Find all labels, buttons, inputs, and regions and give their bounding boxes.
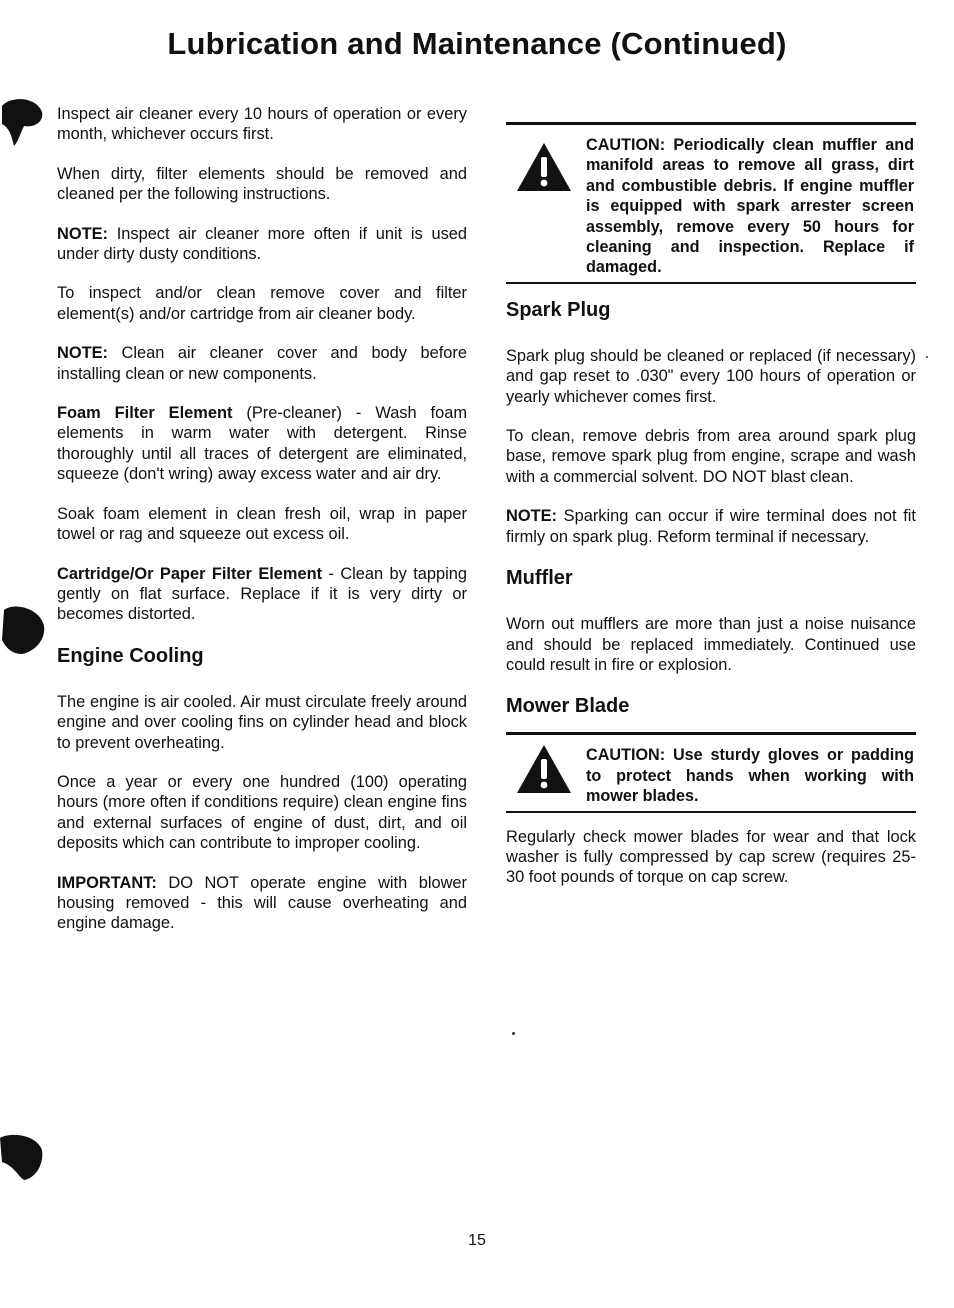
note-label: NOTE: [57,344,108,363]
note-paragraph [57,224,467,265]
mower-blade-heading: Mower Blade [506,695,630,718]
warning-triangle-icon [506,735,582,795]
caution-box-muffler [506,122,916,284]
paragraph: Worn out mufflers are more than just a noise nuisance and should be replaced immediately. Continued use could result in fire or explosion. [506,615,916,674]
caution-text: CAUTION: Use sturdy gloves or padding to protect hands when working with mower blades. [586,746,914,806]
paragraph: Spark plug should be cleaned or replaced (if necessary) and gap reset to .030" every 100 hours of operation or yearly whichever comes first. [506,346,916,406]
foam-filter-text: (Pre-cleaner) - Wash foam elements in warm water with detergent. Rinse thoroughly until all traces of detergent are eliminated, squeeze (don't wring) away excess water and air dry. [57,404,467,484]
important-label: IMPORTANT: [57,873,157,892]
note-text: Clean air cleaner cover and body before installing clean or new components. [57,344,467,383]
note-paragraph [506,506,916,547]
cartridge-filter-paragraph [57,564,467,625]
paragraph: The engine is air cooled. Air must circulate freely around engine and over cooling fins on cylinder head and block to prevent overheating. [57,692,467,752]
engine-cooling-heading: Engine Cooling [57,644,204,667]
important-paragraph [57,873,467,934]
note-label: NOTE: [57,224,108,243]
scan-speck [512,1032,515,1035]
important-text: DO NOT operate engine with blower housing removed - this will cause overheating and engine damage. [57,873,467,933]
binder-hole-icon [0,1132,44,1182]
binder-hole-icon [0,98,44,148]
cartridge-filter-text: - Clean by tapping gently on flat surface. Replace if it is very dirty or becomes distorted. [57,564,467,624]
paragraph: Inspect air cleaner every 10 hours of operation or every month, whichever occurs first. [57,105,467,144]
paragraph: Regularly check mower blades for wear and that lock washer is fully compressed by cap screw (requires 25-30 foot pounds of torque on cap screw. [506,827,916,887]
warning-triangle-icon [506,125,582,193]
right-column [506,122,916,907]
foam-filter-label: Foam Filter Element [57,404,233,423]
note-text: Sparking can occur if wire terminal does not fit firmly on spark plug. Reform terminal if necessary. [506,507,916,546]
foam-filter-paragraph [57,403,467,485]
note-text: Inspect air cleaner more often if unit is used under dirty dusty conditions. [57,224,467,264]
paragraph: To inspect and/or clean remove cover and filter element(s) and/or cartridge from air cleaner body. [57,284,467,323]
muffler-heading: Muffler [506,567,573,590]
page-title: Lubrication and Maintenance (Continued) [167,26,787,61]
cartridge-filter-label: Cartridge/Or Paper Filter Element [57,564,323,583]
note-label: NOTE: [506,507,557,526]
caution-box-mower-blade [506,732,916,812]
paragraph: Soak foam element in clean fresh oil, wrap in paper towel or rag and squeeze out excess oil. [57,504,467,544]
paragraph: To clean, remove debris from area around spark plug base, remove spark plug from engine, scrape and wash with a commercial solvent. DO NOT blast clean. [506,427,916,486]
left-column [57,104,467,953]
note-paragraph [57,343,467,384]
page-number: 15 [468,1232,486,1249]
scan-speck [926,356,928,358]
paragraph: Once a year or every one hundred (100) operating hours (more often if conditions require) clean engine fins and external surfaces of engine of dust, dirt, and oil deposits which can contribute to improper cooling. [57,772,467,853]
paragraph: When dirty, filter elements should be removed and cleaned per the following instructions. [57,164,467,204]
binder-hole-icon [0,604,46,656]
spark-plug-heading: Spark Plug [506,298,611,321]
caution-text: CAUTION: Periodically clean muffler and manifold areas to remove all grass, dirt and combustible debris. If engine muffler is equipped with spark arrester screen assembly, remove every 50 hours for cleaning and inspection. Replace if damaged. [586,136,914,277]
